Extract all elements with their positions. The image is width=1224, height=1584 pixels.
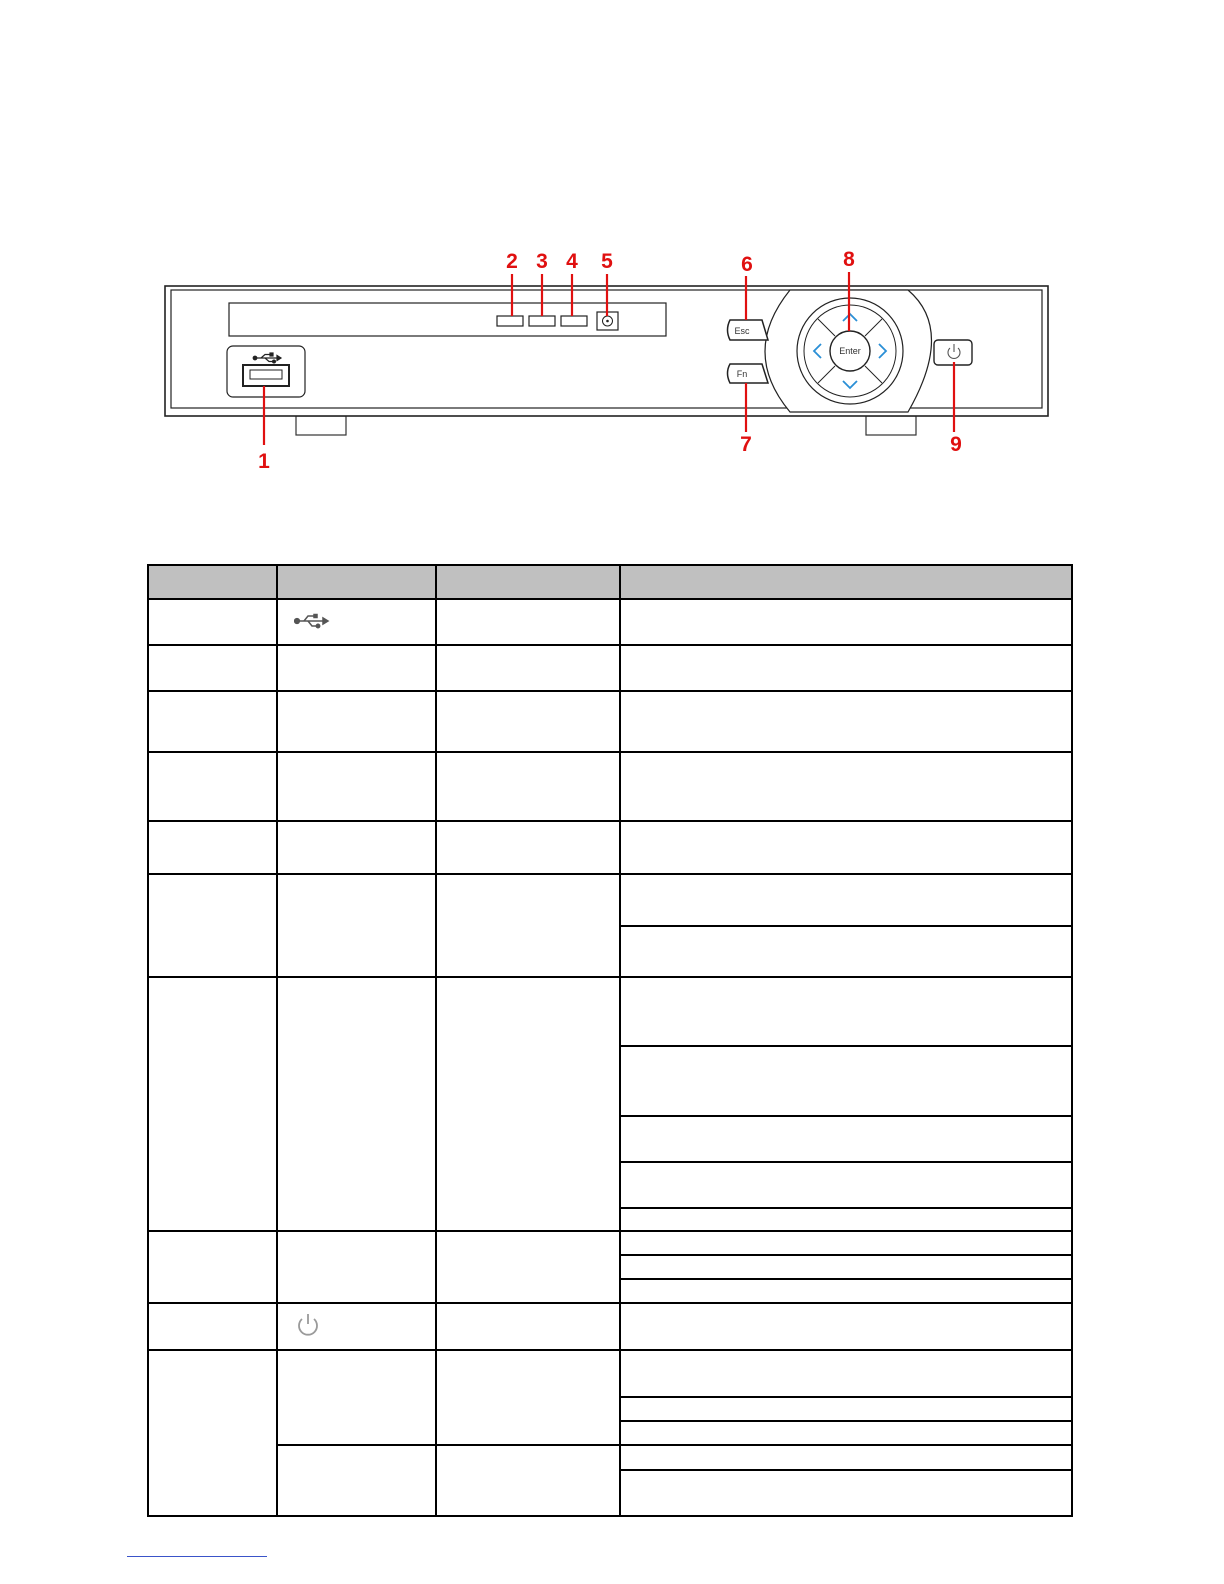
table-row — [148, 645, 1072, 691]
callout-5: 5 — [601, 250, 613, 273]
table-row — [148, 977, 1072, 1046]
table-row — [148, 1231, 1072, 1255]
callout-9: 9 — [950, 433, 962, 456]
fn-button[interactable] — [728, 364, 769, 383]
footer-link-underline[interactable] — [127, 1556, 267, 1557]
usb-icon-cell — [277, 599, 436, 645]
table-row — [148, 1445, 1072, 1470]
callout-6: 6 — [741, 253, 753, 276]
header-cell — [148, 565, 277, 599]
left-foot — [296, 416, 346, 435]
power-icon-cell — [277, 1303, 436, 1350]
table-header — [148, 565, 1072, 599]
header-cell — [436, 565, 620, 599]
indicator-2 — [497, 316, 523, 326]
callout-3: 3 — [536, 250, 548, 273]
front-panel-diagram — [0, 0, 1224, 470]
callout-8: 8 — [843, 248, 855, 271]
header-cell — [277, 565, 436, 599]
table-row — [148, 1303, 1072, 1350]
callout-7: 7 — [740, 433, 752, 456]
indicator-4 — [561, 316, 587, 326]
table-row — [148, 1350, 1072, 1397]
table-row — [148, 821, 1072, 874]
indicator-3 — [529, 316, 555, 326]
table-row — [148, 599, 1072, 645]
header-cell — [620, 565, 1072, 599]
enter-button-label: Enter — [839, 346, 861, 356]
callout-2: 2 — [506, 250, 518, 273]
power-icon — [294, 1312, 322, 1338]
right-foot — [866, 416, 916, 435]
usb-icon — [294, 613, 330, 629]
table-row — [148, 691, 1072, 752]
callout-4: 4 — [566, 250, 578, 273]
power-button[interactable] — [934, 340, 972, 365]
table-row — [148, 874, 1072, 926]
front-panel-table — [147, 564, 1073, 1517]
callout-1: 1 — [258, 450, 270, 470]
table-row — [148, 752, 1072, 821]
fn-button-label: Fn — [736, 369, 748, 379]
esc-button-label: Esc — [734, 326, 750, 336]
